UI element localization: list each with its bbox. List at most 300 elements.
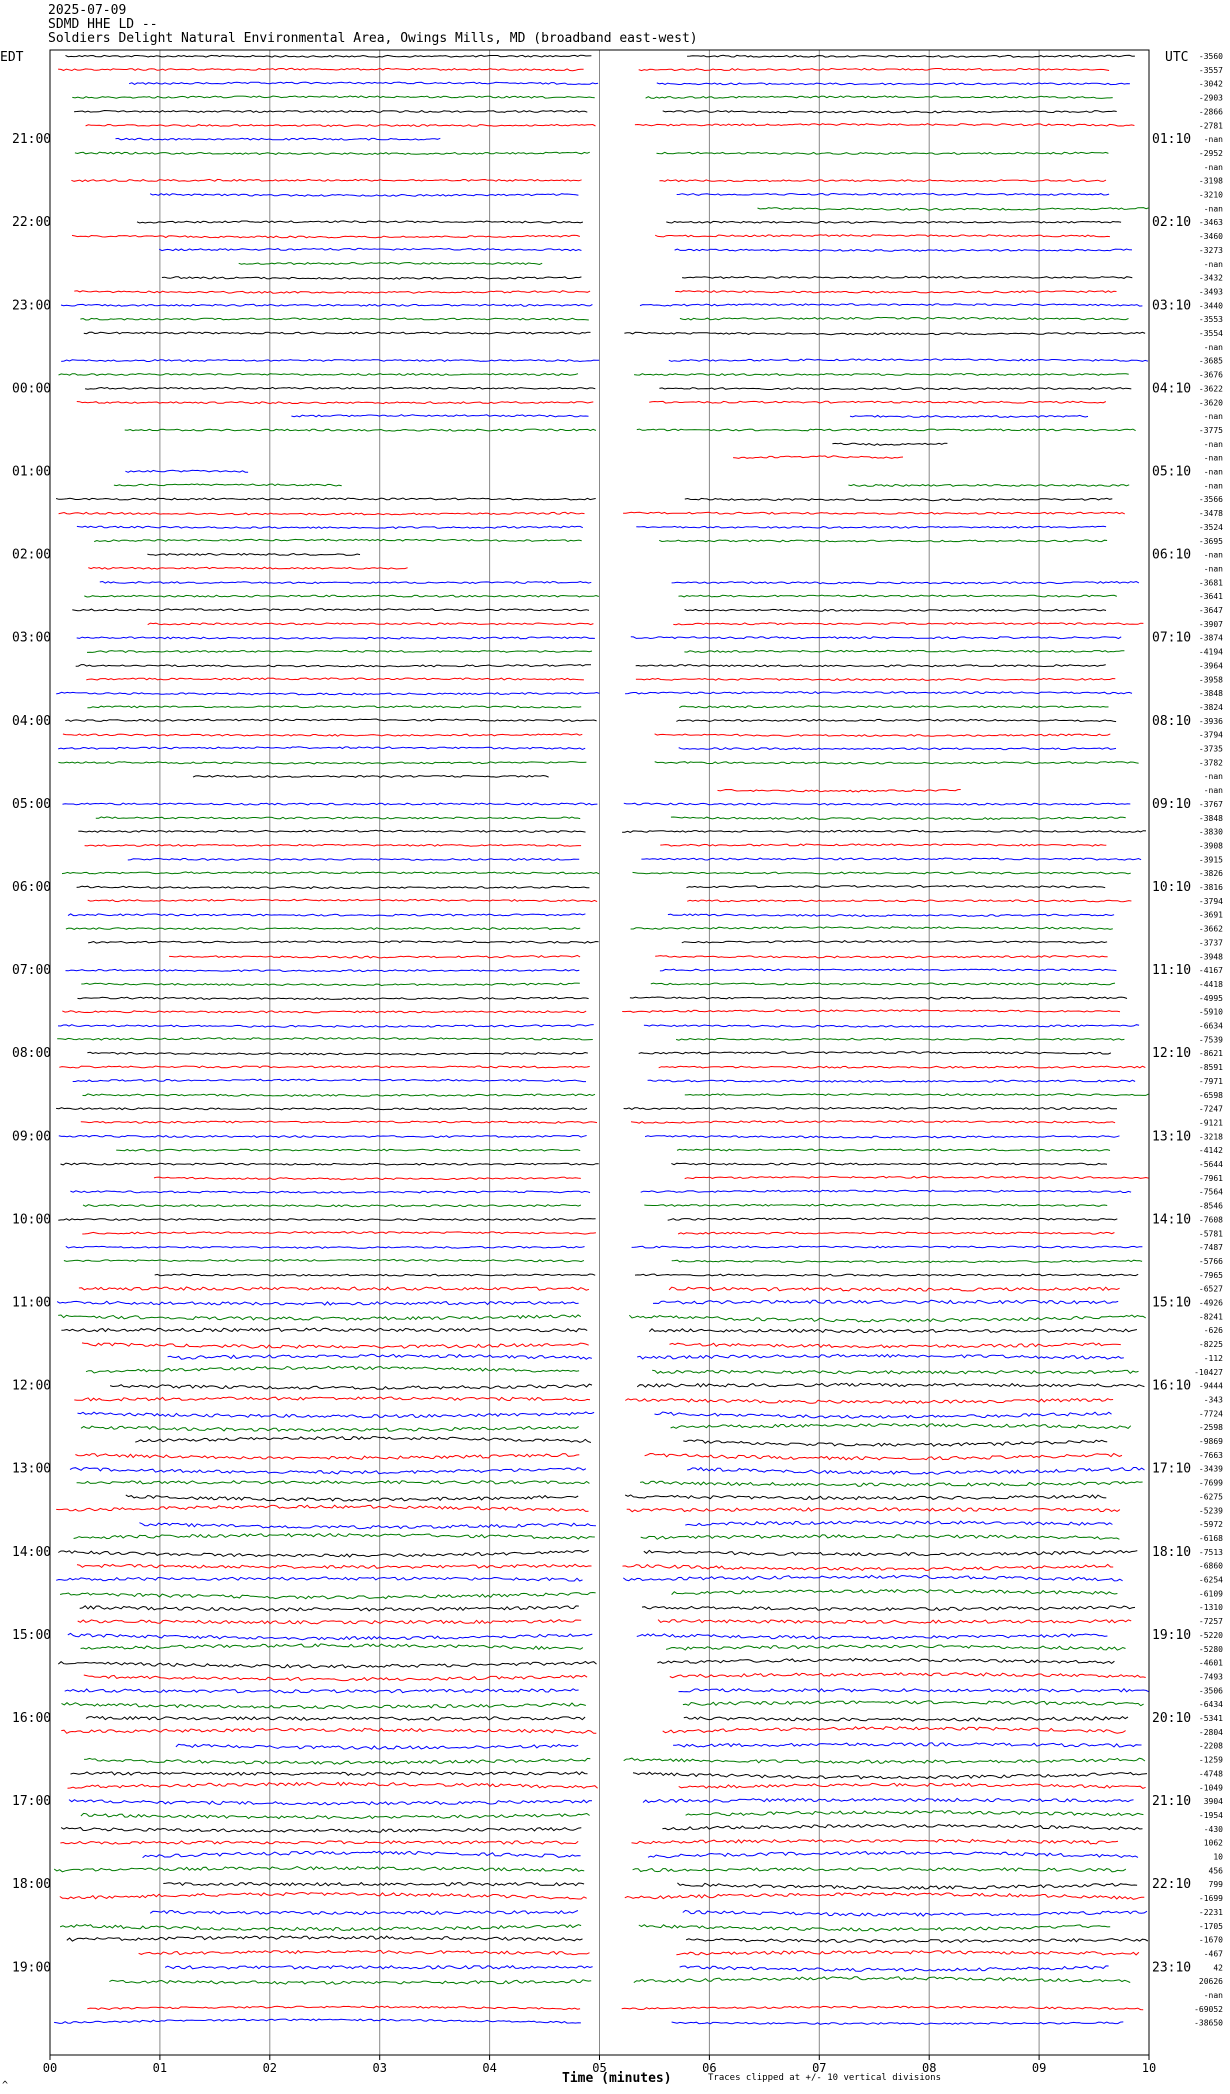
trace-line-139-0: [109, 1980, 591, 1984]
trace-line-92-0: [61, 1328, 587, 1331]
offset-label-39: -3641: [1198, 592, 1223, 602]
offset-label-135: -1705: [1198, 1921, 1223, 1931]
trace-line-79-1: [677, 1149, 1110, 1151]
left-hour-label-11: 08:00: [12, 1046, 52, 1062]
trace-line-44-1: [636, 665, 1106, 667]
trace-line-96-1: [637, 1383, 1144, 1387]
trace-line-22-0: [61, 360, 599, 362]
trace-line-115-1: [666, 1645, 1125, 1650]
offset-label-23: -3676: [1198, 370, 1223, 380]
offset-label-81: -7961: [1198, 1173, 1223, 1183]
trace-line-127-1: [686, 1811, 1144, 1816]
offset-label-116: -4601: [1198, 1658, 1223, 1668]
trace-line-50-1: [679, 748, 1116, 750]
offset-label-88: -7965: [1198, 1270, 1223, 1280]
trace-line-80-1: [671, 1163, 1107, 1165]
trace-line-56-0: [78, 830, 585, 832]
trace-line-65-1: [655, 956, 1107, 958]
offset-label-44: -3964: [1198, 661, 1223, 671]
left-hour-label-14: 11:00: [12, 1295, 52, 1311]
offset-label-2: -3042: [1198, 79, 1223, 89]
offset-label-61: -3794: [1198, 896, 1223, 906]
trace-line-13-0: [72, 235, 580, 238]
offset-label-134: -2231: [1198, 1907, 1223, 1917]
trace-line-124-0: [71, 1772, 588, 1775]
trace-line-10-0: [150, 194, 578, 197]
offset-label-76: -7247: [1198, 1104, 1223, 1114]
offset-label-55: -3848: [1198, 813, 1223, 823]
offset-label-37: -nan: [1203, 564, 1223, 574]
trace-line-37-0: [88, 567, 407, 569]
trace-line-75-0: [83, 1094, 596, 1096]
trace-line-121-0: [61, 1728, 596, 1733]
offset-label-48: -3936: [1198, 716, 1223, 726]
offset-label-21: -nan: [1203, 342, 1223, 352]
right-hour-label-10: 11:10: [1152, 963, 1192, 979]
trace-line-117-0: [84, 1675, 587, 1681]
trace-line-90-0: [57, 1301, 579, 1305]
trace-line-67-0: [81, 983, 580, 986]
trace-line-84-1: [668, 1218, 1118, 1220]
trace-line-68-1: [630, 997, 1127, 999]
offset-label-12: -3463: [1198, 218, 1223, 228]
offset-label-53: -nan: [1203, 786, 1223, 796]
trace-line-74-1: [648, 1080, 1136, 1082]
offset-label-104: -6275: [1198, 1492, 1223, 1502]
trace-line-77-0: [81, 1121, 597, 1123]
left-hour-label-7: 04:00: [12, 713, 52, 729]
trace-line-120-0: [86, 1717, 585, 1721]
trace-line-23-1: [634, 374, 1129, 376]
offset-label-96: -9444: [1198, 1381, 1223, 1391]
trace-line-136-0: [67, 1936, 583, 1941]
offset-label-137: -467: [1203, 1949, 1223, 1959]
trace-line-56-1: [622, 830, 1146, 832]
trace-line-11-0: [758, 208, 1150, 211]
trace-line-77-1: [631, 1121, 1115, 1124]
trace-line-50-0: [58, 747, 585, 750]
trace-line-57-0: [85, 844, 581, 846]
trace-line-88-0: [155, 1274, 596, 1276]
trace-line-126-1: [643, 1798, 1134, 1802]
trace-line-116-1: [657, 1658, 1114, 1663]
offset-label-80: -5644: [1198, 1160, 1223, 1169]
right-hour-label-8: 09:10: [1152, 796, 1192, 812]
trace-line-110-1: [623, 1575, 1122, 1581]
left-hour-label-10: 07:00: [12, 963, 52, 979]
trace-line-17-0: [74, 291, 590, 294]
offset-label-57: -3908: [1198, 841, 1223, 851]
trace-line-42-0: [77, 637, 595, 639]
trace-line-34-0: [77, 526, 583, 528]
trace-line-111-1: [672, 1590, 1118, 1595]
trace-line-107-0: [74, 1534, 595, 1539]
right-hour-label-13: 14:10: [1152, 1212, 1192, 1228]
trace-line-5-0: [86, 124, 596, 126]
offset-label-141: -69052: [1194, 2004, 1223, 2014]
offset-label-93: -8225: [1198, 1340, 1223, 1350]
trace-line-58-0: [128, 859, 579, 861]
offset-label-52: -nan: [1203, 772, 1223, 782]
trace-line-138-1: [680, 1966, 1109, 1971]
trace-line-129-0: [60, 1841, 578, 1844]
x-tick-label-03: 03: [372, 2061, 387, 2075]
offset-label-120: -5341: [1198, 1714, 1223, 1723]
offset-label-1: -3557: [1198, 65, 1223, 75]
offset-label-131: 456: [1208, 1866, 1223, 1876]
trace-line-44-0: [76, 665, 591, 667]
trace-line-47-1: [679, 706, 1108, 708]
trace-line-46-1: [625, 692, 1132, 694]
trace-line-103-1: [640, 1481, 1143, 1486]
trace-line-106-1: [685, 1521, 1112, 1526]
trace-line-45-0: [86, 678, 584, 680]
trace-line-31-0: [114, 484, 342, 486]
offset-label-67: -4418: [1198, 979, 1223, 989]
trace-line-100-1: [683, 1440, 1107, 1446]
trace-line-7-1: [657, 152, 1109, 154]
offset-label-72: -8621: [1198, 1049, 1223, 1059]
right-hour-label-20: 21:10: [1152, 1794, 1192, 1810]
offset-label-54: -3767: [1198, 799, 1223, 809]
trace-line-75-1: [685, 1094, 1149, 1096]
offset-label-45: -3958: [1198, 675, 1223, 685]
offset-label-71: -7539: [1198, 1035, 1223, 1045]
trace-line-48-1: [676, 719, 1116, 721]
offset-label-133: -1699: [1198, 1894, 1223, 1904]
trace-line-39-1: [679, 595, 1117, 597]
trace-line-84-0: [58, 1219, 595, 1221]
trace-line-134-0: [150, 1911, 578, 1915]
trace-line-122-0: [176, 1744, 578, 1749]
trace-line-130-0: [143, 1851, 581, 1858]
trace-line-111-0: [60, 1593, 596, 1599]
trace-line-82-1: [641, 1190, 1131, 1192]
x-tick-label-09: 09: [1031, 2061, 1047, 2075]
trace-line-132-0: [163, 1883, 584, 1886]
right-hour-label-15: 16:10: [1152, 1378, 1192, 1394]
right-hour-label-11: 12:10: [1152, 1046, 1192, 1062]
trace-line-132-1: [677, 1883, 1137, 1889]
left-hour-label-17: 14:00: [12, 1544, 52, 1560]
right-hour-label-19: 20:10: [1152, 1711, 1192, 1726]
right-hour-label-2: 03:10: [1152, 298, 1192, 314]
header-date: 2025-07-09: [48, 3, 127, 18]
trace-line-10-1: [677, 193, 1109, 195]
clip-note: Traces clipped at +/- 10 vertical divisions: [708, 2073, 941, 2083]
trace-line-55-1: [671, 817, 1126, 820]
trace-line-65-0: [169, 955, 580, 958]
offset-label-36: -nan: [1203, 550, 1223, 560]
offset-label-42: -3874: [1198, 633, 1223, 643]
right-hour-label-9: 10:10: [1152, 880, 1192, 895]
trace-line-79-0: [116, 1149, 580, 1151]
trace-line-112-0: [80, 1606, 579, 1611]
right-hour-label-7: 08:10: [1152, 713, 1192, 729]
trace-line-36-0: [147, 554, 360, 556]
corner-mark: ^: [2, 2080, 9, 2091]
trace-line-43-0: [87, 650, 592, 652]
trace-line-3-0: [72, 96, 594, 98]
trace-line-124-1: [633, 1772, 1147, 1779]
trace-line-142-0: [54, 2019, 581, 2023]
right-hour-label-22: 23:10: [1152, 1960, 1192, 1976]
x-tick-label-04: 04: [482, 2061, 497, 2075]
trace-line-102-0: [70, 1468, 586, 1474]
trace-line-104-0: [126, 1495, 578, 1501]
trace-line-22-1: [669, 359, 1148, 362]
offset-label-16: -3432: [1198, 273, 1223, 283]
trace-line-110-0: [56, 1577, 582, 1581]
offset-label-105: -5239: [1198, 1506, 1223, 1516]
offset-label-22: -3685: [1198, 356, 1223, 366]
trace-line-121-1: [663, 1727, 1126, 1734]
trace-line-9-0: [71, 179, 581, 181]
trace-line-114-1: [637, 1634, 1108, 1639]
offset-label-62: -3691: [1198, 910, 1223, 920]
trace-line-69-1: [622, 1010, 1120, 1012]
trace-line-119-0: [62, 1703, 586, 1709]
offset-label-91: -8241: [1198, 1312, 1223, 1322]
offset-label-108: -7513: [1198, 1547, 1223, 1557]
offset-label-18: -3440: [1198, 301, 1223, 311]
left-hour-label-3: 00:00: [12, 381, 52, 397]
offset-label-103: -7699: [1198, 1478, 1223, 1488]
trace-line-76-0: [56, 1108, 587, 1110]
trace-line-53-0: [718, 790, 961, 792]
trace-line-18-1: [640, 304, 1142, 306]
trace-line-0-1: [687, 55, 1135, 57]
trace-line-105-1: [627, 1508, 1120, 1512]
offset-label-38: -3681: [1198, 578, 1223, 588]
x-tick-label-00: 00: [42, 2061, 58, 2075]
offset-label-59: -3826: [1198, 869, 1223, 879]
trace-line-33-0: [59, 512, 585, 515]
offset-label-6: -nan: [1203, 135, 1223, 145]
trace-line-55-0: [96, 817, 580, 819]
right-hour-label-14: 15:10: [1152, 1295, 1192, 1311]
trace-line-15-0: [239, 263, 543, 265]
offset-label-11: -nan: [1203, 204, 1223, 214]
trace-line-92-1: [649, 1329, 1137, 1333]
trace-line-78-1: [645, 1136, 1119, 1138]
offset-label-106: -5972: [1198, 1520, 1223, 1530]
offset-label-34: -3524: [1198, 522, 1223, 532]
trace-line-82-0: [70, 1191, 590, 1193]
trace-line-54-0: [63, 803, 598, 805]
trace-line-142-1: [672, 2022, 1124, 2025]
x-axis-label: Time (minutes): [562, 2071, 672, 2086]
trace-line-127-0: [81, 1813, 590, 1818]
offset-label-63: -3662: [1198, 924, 1223, 934]
offset-label-14: -3273: [1198, 245, 1223, 255]
trace-line-96-0: [110, 1384, 592, 1389]
offset-label-94: -112: [1203, 1353, 1223, 1363]
trace-line-87-1: [672, 1260, 1142, 1263]
left-hour-labels: [12, 132, 51, 1975]
trace-line-118-0: [65, 1689, 579, 1693]
offset-label-118: -3506: [1198, 1686, 1223, 1696]
left-hour-label-0: 21:00: [12, 132, 52, 148]
trace-line-71-1: [676, 1038, 1124, 1040]
offset-label-102: -3439: [1198, 1464, 1223, 1474]
offset-label-77: -9121: [1198, 1118, 1223, 1128]
trace-line-27-1: [637, 429, 1136, 431]
trace-line-135-0: [60, 1925, 581, 1931]
trace-line-115-0: [81, 1644, 583, 1650]
trace-line-29-0: [733, 456, 903, 459]
trace-line-60-0: [77, 886, 590, 888]
trace-line-7-0: [75, 152, 590, 154]
offset-label-129: 1062: [1203, 1838, 1223, 1848]
trace-line-63-1: [631, 927, 1113, 930]
trace-line-103-0: [77, 1481, 590, 1484]
offset-label-64: -3737: [1198, 938, 1223, 948]
trace-line-130-1: [648, 1852, 1138, 1858]
trace-line-108-1: [644, 1550, 1138, 1555]
trace-line-101-0: [75, 1454, 579, 1460]
left-hour-label-13: 10:00: [12, 1212, 52, 1228]
trace-line-4-1: [663, 111, 1117, 113]
offset-label-3: -2903: [1198, 93, 1223, 103]
trace-line-51-1: [655, 762, 1139, 764]
trace-line-128-1: [662, 1825, 1142, 1830]
trace-line-93-1: [670, 1343, 1121, 1348]
trace-line-134-1: [683, 1910, 1147, 1916]
trace-line-133-1: [625, 1893, 1145, 1900]
trace-line-73-1: [659, 1066, 1146, 1068]
left-hour-label-5: 02:00: [12, 547, 52, 563]
trace-line-97-1: [625, 1399, 1113, 1404]
offset-label-41: -3907: [1198, 619, 1223, 629]
trace-line-19-1: [680, 317, 1129, 320]
trace-line-26-0: [291, 415, 588, 417]
trace-line-86-1: [632, 1246, 1143, 1248]
trace-line-2-0: [129, 82, 598, 84]
right-hour-labels: [1152, 132, 1191, 1975]
left-hour-label-8: 05:00: [12, 796, 52, 812]
offset-label-32: -3566: [1198, 495, 1223, 505]
x-tick-label-10: 10: [1141, 2061, 1157, 2075]
trace-line-113-1: [658, 1620, 1131, 1624]
trace-line-16-1: [682, 276, 1132, 278]
offset-label-138: 42: [1213, 1963, 1223, 1973]
trace-line-70-1: [644, 1025, 1139, 1027]
trace-line-91-0: [58, 1315, 581, 1320]
left-hour-label-16: 13:00: [12, 1461, 52, 1477]
offset-label-128: -430: [1203, 1824, 1223, 1834]
trace-line-70-0: [58, 1025, 594, 1028]
offset-label-121: -2804: [1198, 1727, 1223, 1737]
left-hour-label-20: 17:00: [12, 1794, 52, 1810]
trace-line-128-0: [61, 1828, 581, 1833]
trace-line-109-0: [77, 1564, 592, 1568]
offset-label-83: -8546: [1198, 1201, 1223, 1211]
trace-line-24-1: [659, 388, 1131, 390]
trace-line-68-0: [78, 997, 589, 1000]
trace-line-76-1: [624, 1107, 1117, 1109]
trace-line-97-0: [74, 1397, 590, 1401]
offset-label-107: -6168: [1198, 1533, 1223, 1543]
trace-line-39-0: [84, 595, 599, 597]
trace-line-35-0: [94, 539, 582, 541]
offset-label-28: -nan: [1203, 439, 1223, 449]
offset-label-132: 799: [1208, 1880, 1223, 1890]
x-tick-label-01: 01: [152, 2061, 168, 2075]
trace-line-25-0: [77, 402, 594, 404]
offset-label-110: -6254: [1198, 1575, 1223, 1585]
offset-label-136: -1670: [1198, 1935, 1223, 1945]
trace-line-113-0: [78, 1620, 582, 1624]
trace-line-60-1: [687, 886, 1106, 888]
trace-line-31-1: [848, 485, 1129, 487]
offset-label-130: 10: [1213, 1852, 1223, 1862]
offset-label-100: -9869: [1198, 1437, 1223, 1446]
offset-label-85: -5781: [1198, 1229, 1223, 1239]
trace-line-35-1: [659, 540, 1107, 542]
offset-label-109: -6860: [1198, 1561, 1223, 1571]
offset-label-46: -3848: [1198, 689, 1223, 699]
offset-label-35: -3695: [1198, 536, 1223, 546]
trace-line-81-0: [154, 1177, 581, 1180]
trace-line-41-1: [673, 623, 1143, 625]
offset-label-20: -3554: [1198, 329, 1223, 338]
offset-label-58: -3915: [1198, 855, 1223, 865]
offset-label-75: -6598: [1198, 1090, 1223, 1100]
trace-line-20-1: [624, 332, 1145, 334]
trace-line-116-0: [58, 1662, 596, 1668]
offset-label-19: -3553: [1198, 315, 1223, 325]
trace-line-67-1: [651, 983, 1115, 985]
offset-label-47: -3824: [1198, 702, 1223, 712]
offset-label-124: -4748: [1198, 1769, 1223, 1779]
trace-line-51-0: [58, 762, 586, 764]
offset-label-73: -8591: [1198, 1063, 1223, 1073]
trace-line-16-0: [162, 277, 582, 279]
header-station: SDMD HHE LD --: [48, 17, 158, 32]
right-hour-label-3: 04:10: [1152, 381, 1192, 397]
trace-line-87-0: [64, 1259, 584, 1261]
trace-line-131-1: [633, 1868, 1126, 1872]
trace-line-30-0: [125, 470, 248, 472]
trace-line-66-1: [660, 969, 1117, 971]
trace-line-126-0: [69, 1800, 592, 1805]
trace-line-58-1: [641, 858, 1141, 860]
trace-line-136-1: [686, 1938, 1148, 1942]
offset-label-90: -4926: [1198, 1298, 1223, 1308]
offset-label-125: -1049: [1198, 1783, 1223, 1793]
trace-line-98-1: [655, 1412, 1112, 1418]
trace-line-129-1: [632, 1839, 1119, 1844]
trace-line-104-1: [625, 1495, 1106, 1500]
left-hour-label-15: 12:00: [12, 1378, 52, 1394]
offset-label-117: -7493: [1198, 1672, 1223, 1682]
trace-line-28-0: [832, 443, 947, 445]
trace-line-17-1: [675, 291, 1116, 293]
offset-label-26: -nan: [1203, 412, 1223, 422]
offset-label-98: -7724: [1198, 1409, 1223, 1419]
trace-line-48-0: [65, 719, 596, 722]
left-hour-label-2: 23:00: [12, 298, 52, 314]
trace-line-72-0: [87, 1052, 587, 1055]
offset-label-101: -7663: [1198, 1450, 1223, 1460]
offset-label-24: -3622: [1198, 384, 1223, 394]
trace-line-120-1: [684, 1717, 1128, 1722]
trace-line-49-0: [63, 734, 582, 736]
trace-line-49-1: [655, 734, 1111, 737]
trace-line-73-0: [59, 1066, 589, 1068]
offset-label-79: -4142: [1198, 1146, 1223, 1156]
